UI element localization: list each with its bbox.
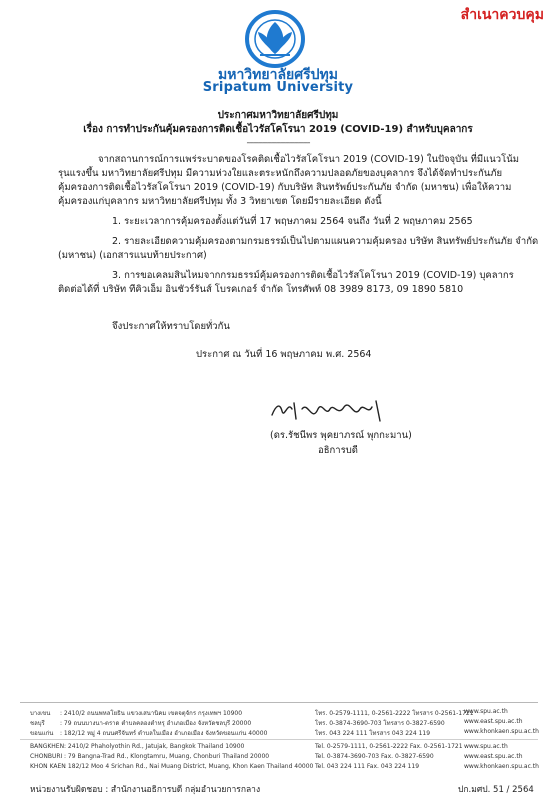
separator-line: ---------------------------- [246, 138, 310, 148]
footer-en-phone-2: Tel. 0-3874-3690-703 Fax. 0-3827-6590 [315, 753, 434, 760]
footer-th-campus-2: ชลบุรี [30, 720, 45, 727]
footer-en-web-1: www.spu.ac.th [464, 743, 508, 750]
footer-en-campus-2: CHONBURI [30, 753, 63, 760]
intro-line-3: คุ้มครองการติดเชื้อไวรัสโคโรนา 2019 (COVID-19) กับบริษัท สินทรัพย์ประกันภัย จำกัด (มหาชน) เพื่อให้ความ [58, 182, 512, 193]
footer-th-address-1: : 2410/2 ถนนพหลโยธิน แขวงเสนานิคม เขตจตุจักร กรุงเทพฯ 10900 [60, 710, 243, 717]
signatory-name: (ดร.รัชนีพร พุคยาภรณ์ พุกกะมาน) [270, 430, 412, 441]
responsible-unit: หน่วยงานรับผิดชอบ : สำนักงานอธิการบดี กลุ่มอำนวยการกลาง [30, 785, 261, 795]
item-2-line-1: 2. รายละเอียดความคุ้มครองตามกรมธรรม์เป็นไปตามแผนความคุ้มครอง บริษัท สินทรัพย์ประกันภัย จำกัด [112, 236, 539, 247]
footer-en-phone-1: Tel. 0-2579-1111, 0-2561-2222 Fax. 0-2561-1721 [315, 743, 463, 750]
footer-en-address-3: : 182/12 Moo 4 Srichan Rd., Nai Muang District, Muang, Khon Kaen Thailand 40000 [64, 763, 314, 770]
footer-th-campus-3: ขอนแก่น [30, 730, 54, 737]
footer-en-address-2: : 79 Bangna-Trad Rd., Klongtamru, Muang, Chonburi Thailand 20000 [64, 753, 270, 760]
footer-th-phone-1: โทร. 0-2579-1111, 0-2561-2222 โทรสาร 0-2561-1721 [315, 710, 474, 717]
university-logo-icon [226, 10, 324, 68]
intro-line-2: รุนแรงขึ้น มหาวิทยาลัยศรีปทุม มีความห่วงใยและตระหนักถึงความปลอดภัยของบุคลากร จึงได้จัดทำประกันภัย [58, 168, 503, 179]
controlled-copy-stamp: สำเนาควบคุม [460, 7, 544, 23]
document-code: ปก.มศป. 51 / 2564 [458, 785, 534, 795]
footer-th-web-1: www.spu.ac.th [464, 708, 508, 715]
footer-th-address-3: : 182/12 หมู่ 4 ถนนศรีจันทร์ ตำบลในเมือง อำเภอเมือง จังหวัดขอนแก่น 40000 [60, 730, 268, 737]
announcement-subject: เรื่อง การทำประกันคุ้มครองการติดเชื้อไวรัสโคโรนา 2019 (COVID-19) สำหรับบุคลากร [83, 124, 473, 135]
footer-th-phone-3: โทร. 043 224 111 โทรสาร 043 224 119 [315, 730, 431, 737]
university-name-english: Sripatum University [202, 80, 354, 95]
signatory-title: อธิการบดี [318, 445, 358, 456]
footer-th-address-2: : 79 ถนนบางนา-ตราด ตำบลคลองตำหรุ อำเภอเมือง จังหวัดชลบุรี 20000 [60, 720, 252, 727]
signature-icon [268, 395, 390, 427]
announcement-heading: ประกาศมหาวิทยาลัยศรีปทุม [217, 110, 339, 121]
footer-en-web-2: www.east.spu.ac.th [464, 753, 523, 760]
footer-inner-divider [20, 739, 538, 740]
item-1-coverage-period: 1. ระยะเวลาการคุ้มครองตั้งแต่วันที่ 17 พฤษภาคม 2564 จนถึง วันที่ 2 พฤษภาคม 2565 [112, 216, 473, 227]
announcement-date: ประกาศ ณ วันที่ 16 พฤษภาคม พ.ศ. 2564 [196, 349, 372, 360]
footer-th-web-3: www.khonkaen.spu.ac.th [464, 728, 539, 735]
item-3-line-1: 3. การขอเคลมสินไหมจากกรมธรรม์คุ้มครองการติดเชื้อไวรัสโคโรนา 2019 (COVID-19) บุคลากร [112, 270, 514, 281]
intro-line-4: คุ้มครองแก่บุคลากร มหาวิทยาลัยศรีปทุม ทั้ง 3 วิทยาเขต โดยมีรายละเอียด ดังนี้ [58, 196, 382, 207]
footer-en-campus-1: BANGKHEN [30, 743, 65, 750]
university-name-thai: มหาวิทยาลัยศรีปทุม [217, 67, 338, 83]
footer-en-phone-3: Tel. 043 224 111 Fax. 043 224 119 [315, 763, 420, 770]
footer-en-campus-3: KHON KAEN [30, 763, 66, 770]
footer-th-phone-2: โทร. 0-3874-3690-703 โทรสาร 0-3827-6590 [315, 720, 445, 727]
closing-text: จึงประกาศให้ทราบโดยทั่วกัน [112, 321, 230, 332]
item-2-line-2: (มหาชน) (เอกสารแนบท้ายประกาศ) [58, 250, 207, 261]
intro-line-1: จากสถานการณ์การแพร่ระบาดของโรคติดเชื้อไวรัสโคโรนา 2019 (COVID-19) ในปัจจุบัน ที่มีแนวโน้ม [98, 154, 519, 165]
item-3-line-2: ติดต่อได้ที่ บริษัท ทีคิวเอ็ม อินชัวร์รันส์ โบรคเกอร์ จำกัด โทรศัพท์ 08 3989 8173, 09 1890 5810 [58, 284, 464, 295]
footer-en-address-1: : 2410/2 Phaholyothin Rd., Jatujak, Bangkok Thailand 10900 [64, 743, 245, 750]
footer-en-web-3: www.khonkaen.spu.ac.th [464, 763, 539, 770]
footer-th-campus-1: บางเขน [30, 710, 51, 717]
footer-divider [20, 702, 538, 703]
footer-th-web-2: www.east.spu.ac.th [464, 718, 523, 725]
